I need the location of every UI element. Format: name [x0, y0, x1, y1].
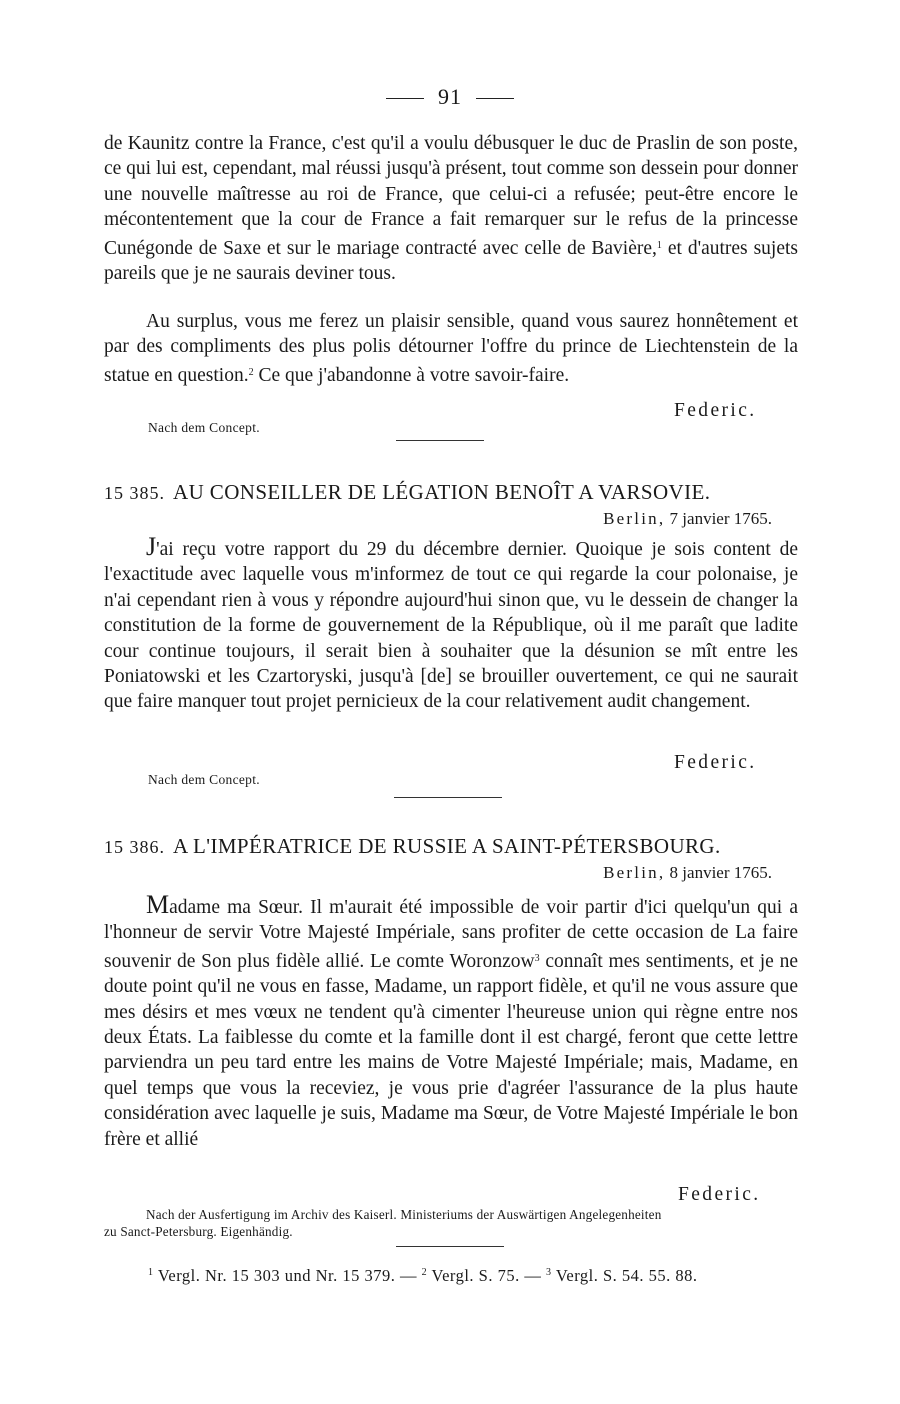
letter-title: A L'IMPÉRATRICE DE RUSSIE A SAINT-PÉTERSBOURG.: [173, 834, 721, 858]
footnote-3: Vergl. S. 54. 55. 88.: [555, 1266, 698, 1285]
dateline-place: Berlin,: [603, 863, 666, 882]
page-number: [0, 84, 900, 110]
footnote-separator: —: [524, 1266, 542, 1285]
dateline-15386: [603, 863, 772, 883]
footnote-2: Vergl. S. 75.: [431, 1266, 520, 1285]
letter-body-text-2: connaît mes sentiments, et je ne doute point qu'il ne vous en fasse, Madame, un rapport fidèle, et qu'il ne vous assure que mes désirs et mes vœux ne tendent qu'à cimenter l'heureuse union qui règne entre nos deux États. La faiblesse du comte et la famille dont il est chargé, feront que cette lettre parviendra un peu tard entre les mains de Votre Majesté Impériale; mais, Madame, en quel temps que vous la receviez, je vous prie d'agréer l'assurance de la plus haute considération avec laquelle je suis, Madame ma Sœur, de Votre Majesté Impériale le bon frère et allié: [104, 950, 798, 1150]
letter-body-15386: [104, 892, 798, 1152]
continuation-text-1-end: et d'autres sujets pareils que je ne saurais deviner tous.: [104, 237, 798, 285]
dateline-date: 7 janvier 1765.: [669, 509, 772, 528]
continuation-text-2: Au surplus, vous me ferez un plaisir sensible, quand vous saurez honnêtement et par des compliments des plus polis détourner l'offre du prince de Liechtenstein de la statue en question.: [104, 311, 798, 386]
dateline-place: Berlin,: [603, 509, 666, 528]
page-number-rule-left: [386, 98, 424, 99]
source-note-line-1: Nach der Ausfertigung im Archiv des Kaiserl. Ministeriums der Auswärtigen Angelegenheiten: [146, 1207, 662, 1222]
footnote-ref-2: 2: [248, 366, 254, 378]
page-number-rule-right: [476, 98, 514, 99]
continuation-text-2-end: Ce que j'abandonne à votre savoir-faire.: [253, 364, 570, 386]
signature-2: Federic.: [674, 752, 757, 773]
letter-heading-15386: [104, 834, 800, 859]
letter-heading-15385: [104, 480, 800, 505]
footnote-1: Vergl. Nr. 15 303 und Nr. 15 379.: [157, 1266, 396, 1285]
footnote-separator: —: [400, 1266, 418, 1285]
source-note-1: Nach dem Concept.: [148, 420, 260, 435]
initial-letter: M: [146, 890, 170, 919]
initial-letter: J: [146, 532, 157, 561]
continuation-text-1: de Kaunitz contre la France, c'est qu'il a voulu débusquer le duc de Praslin de son poste, ce qui lui est, cependant, mal réussi jusqu'à présent, tout comme son dessein pour donner une nouvelle maîtresse au roi de France, que celui-ci a refusée; peut-être encore le mécontentement que la cour de France a fait remarquer sur le refus de la princesse Cunégonde de Saxe et sur le mariage contracté avec celle de Bavière,: [104, 133, 798, 259]
footnote-ref-1: 1: [656, 239, 662, 251]
continuation-paragraph-2: [104, 309, 798, 388]
letter-number: 15 386.: [104, 837, 165, 857]
letter-number: 15 385.: [104, 483, 165, 503]
footnote-mark-3: 3: [545, 1267, 552, 1278]
source-note-2: Nach dem Concept.: [148, 772, 260, 787]
dateline-15385: [603, 509, 772, 529]
letter-title: AU CONSEILLER DE LÉGATION BENOÎT A VARSOVIE.: [173, 480, 711, 504]
section-divider-2: [394, 797, 502, 798]
signature-3: Federic.: [678, 1184, 761, 1205]
section-divider-3: [396, 1246, 504, 1247]
footnote-ref-3: 3: [534, 952, 540, 964]
section-divider-1: [396, 440, 484, 441]
continuation-paragraph-1: [104, 131, 798, 286]
footnotes: [148, 1266, 808, 1286]
signature-1: Federic.: [674, 400, 757, 421]
letter-body-15385: [104, 534, 798, 715]
letter-body-text-1: adame ma Sœur. Il m'aurait été impossible de voir partir d'ici quelqu'un qui a l'honneur de servir Votre Majesté Impériale, sans profiter de cette occasion de La faire souvenir de Son plus fidèle allié. Le comte Woronzow: [104, 897, 798, 972]
letter-body-text: 'ai reçu votre rapport du 29 du décembre dernier. Quoique je sois content de l'exactitude avec laquelle vous m'informez de tout ce qui regarde la cour polonaise, je n'ai cependant rien à vous y répondre aujourd'hui sinon que, vu le dessein de changer la constitution de la forme de gouvernement de la République, où il me paraît que ladite cour continue toujours, il serait bien à souhaiter que la désunion se mît entre les Poniatowski et les Czartoryski, jusqu'à [de] se brouiller ouvertement, ce qui ne saurait que faire manquer tout projet pernicieux de la cour relativement audit changement.: [104, 539, 798, 713]
footnote-mark-2: 2: [421, 1267, 428, 1278]
source-note-3: [104, 1207, 804, 1240]
dateline-date: 8 janvier 1765.: [669, 863, 772, 882]
footnote-mark-1: 1: [148, 1267, 154, 1278]
source-note-line-2: zu Sanct-Petersburg. Eigenhändig.: [104, 1223, 293, 1239]
page-number-text: 91: [438, 84, 462, 109]
